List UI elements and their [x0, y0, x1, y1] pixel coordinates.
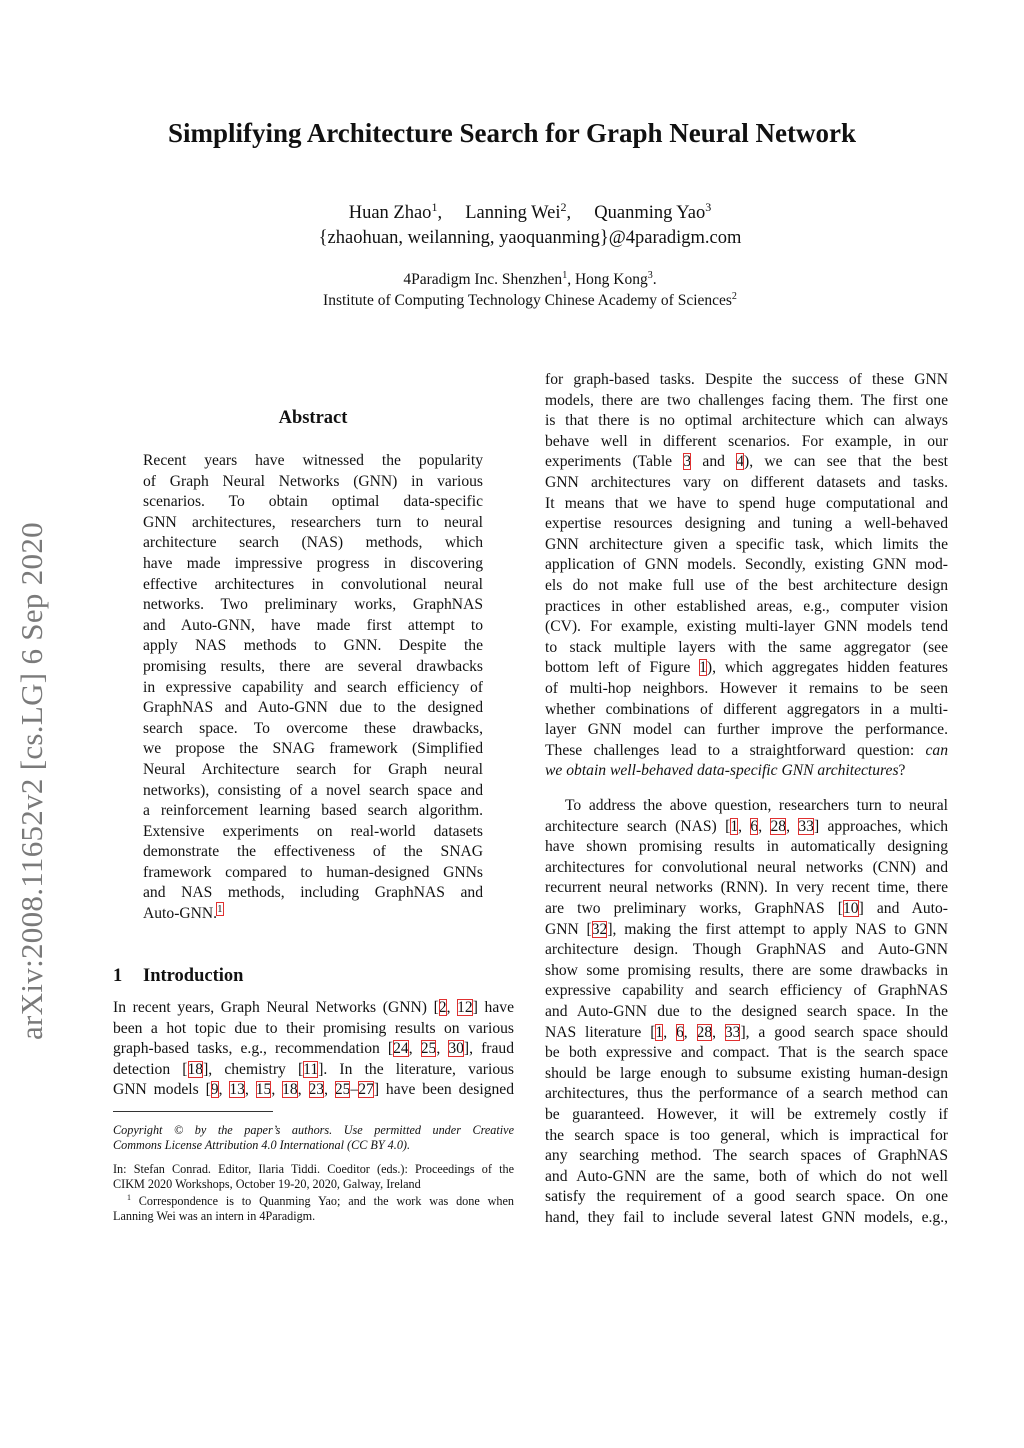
text-line: is that there is no optimal architecture which can always: [545, 412, 948, 430]
text-line: architecture design. Though GraphNAS and Auto-GNN: [545, 941, 948, 959]
text-line: GNN architectures vary on different datasets and tasks.: [545, 473, 948, 491]
citation-link[interactable]: 13: [229, 1081, 245, 1099]
text-line: architecture search (NAS) [1, 6, 28, 33] approaches, which: [545, 817, 949, 835]
affiliation-line-2: Institute of Computing Technology Chinese Academy of Sciences$^2$: [323, 290, 737, 309]
citation-link[interactable]: 12: [457, 999, 473, 1016]
affiliation-line-1: 4Paradigm Inc. Shenzhen$^1$, Hong Kong$^3$.: [403, 269, 657, 288]
footnote-correspondence: $^1$ Correspondence is to Quanming Yao; and the work was done when Lanning Wei was an intern in 4Paradigm.: [113, 1192, 514, 1224]
text-line: be guaranteed. However, it will be extremely costly if: [545, 1105, 948, 1123]
text-line: be both expressive and compact. That is the search space: [545, 1044, 948, 1062]
text-line: in expressive capability and search efficiency of: [143, 678, 483, 696]
text-line: models, there are two challenges facing them. The first one: [545, 391, 948, 409]
author-1-sup: 1: [431, 199, 438, 214]
right-column-paragraph-2: [545, 796, 948, 1228]
text-line: practices in other established areas, e.g., computer vision: [545, 597, 948, 615]
text-line: of Graph Neural Networks (GNN) in various: [143, 472, 483, 490]
footnote-proceedings: In: Stefan Conrad. Editor, Ilaria Tiddi. Coeditor (eds.): Proceedings of the CIKM 2020 Workshops, October 19-20, 2020, Galway, Ireland: [113, 1162, 514, 1192]
text-line: apply NAS methods to GNN. Despite the: [143, 637, 483, 655]
citation-link[interactable]: 28: [770, 817, 787, 835]
text-line: should be large enough to subsume existing human-design: [545, 1064, 948, 1082]
text-line: have shown promising results in automatically designing: [545, 838, 948, 856]
text-line: GNN architectures, researchers turn to neural: [143, 513, 483, 531]
text-line: GNN architecture given a specific task, which limits the: [545, 535, 948, 553]
paper-title: Simplifying Architecture Search for Graph Neural Network: [168, 118, 856, 148]
abstract-heading: Abstract: [278, 408, 348, 428]
text-line: demonstrate the effectiveness of the SNAG: [143, 843, 483, 861]
author-emails: {zhaohuan, weilanning, yaoquanming}@4paradigm.com: [318, 228, 742, 248]
section-heading-introduction: 1 Introduction: [113, 966, 244, 986]
text-line: application of GNN models. Secondly, existing GNN mod-: [545, 556, 948, 574]
text-line: Recent years have witnessed the popularity: [143, 452, 483, 469]
citation-link[interactable]: 24: [393, 1040, 409, 1058]
text-line: To address the above question, researchers turn to neural: [565, 797, 948, 814]
footnote-link[interactable]: 1: [217, 902, 223, 915]
text-line: experiments (Table 3 and 4), we can see that the best: [545, 453, 949, 471]
text-line: behave well in different scenarios. For example, in our: [545, 432, 948, 450]
citation-link[interactable]: 18: [282, 1081, 298, 1099]
citation-link[interactable]: 2: [438, 999, 447, 1016]
text-line: Neural Architecture search for Graph neural: [143, 760, 483, 778]
text-line: for graph-based tasks. Despite the success of these GNN: [545, 371, 948, 388]
author-1: Huan Zhao: [348, 203, 432, 223]
author-3-sup: 3: [705, 199, 712, 214]
intro-line: GNN models [9, 13, 15, 18, 23, 25–27] have been designed: [113, 1081, 514, 1099]
text-line: (CV). For example, existing multi-layer GNN models tend: [545, 618, 948, 636]
citation-link[interactable]: 33: [798, 817, 814, 835]
text-line: any searching method. The search spaces of GraphNAS: [545, 1147, 948, 1165]
table-link[interactable]: 3: [683, 453, 692, 471]
citation-link[interactable]: 10: [842, 899, 859, 917]
text-line: to stack multiple layers with the same aggregator (see: [545, 638, 948, 656]
intro-line: graph-based tasks, e.g., recommendation [24, 25, 30], fraud: [113, 1040, 515, 1058]
abstract-body: [143, 451, 483, 925]
text-line: show some promising results, there are some drawbacks in: [545, 961, 948, 979]
citation-link[interactable]: 15: [255, 1081, 272, 1099]
text-line: search space. To overcome these drawbacks,: [143, 719, 483, 737]
text-line: architecture search (NAS) methods, which: [143, 534, 483, 552]
citation-link[interactable]: 6: [675, 1023, 684, 1041]
text-line: Auto-GNN.$^1$: [143, 902, 223, 923]
citation-link[interactable]: 6: [750, 817, 759, 835]
citation-link[interactable]: 9: [210, 1081, 219, 1099]
citation-link[interactable]: 28: [696, 1023, 713, 1041]
citation-link[interactable]: 1: [730, 817, 739, 835]
text-line: effective architectures in convolutional neural: [143, 575, 483, 593]
text-line: a reinforcement learning based search algorithm.: [143, 802, 483, 820]
right-column-paragraph-1: [545, 370, 948, 782]
text-line: satisfy the requirement of a good search space. On one: [545, 1188, 948, 1206]
text-line: promising results, there are several drawbacks: [143, 657, 483, 675]
text-line: scenarios. To obtain optimal data-specific: [143, 493, 483, 511]
citation-link[interactable]: 18: [187, 1060, 204, 1078]
text-line: Extensive experiments on real-world datasets: [143, 822, 483, 840]
table-link[interactable]: 4: [736, 453, 745, 471]
introduction-body: [113, 998, 514, 1101]
text-line: and Auto-GNN are the same, both of which do not well: [545, 1167, 948, 1185]
text-line: layer GNN model can further improve the performance.: [545, 721, 948, 739]
text-line: the search space is too general, which is impractical for: [545, 1126, 948, 1144]
citation-link[interactable]: 27: [358, 1081, 374, 1099]
text-line: have made impressive progress in discovering: [143, 554, 483, 572]
text-line: recurrent neural networks (RNN). In very recent time, there: [545, 879, 948, 897]
text-line: of multi-hop neighbors. However it remains to be seen: [545, 679, 948, 697]
text-line: GraphNAS and Auto-GNN due to the designed: [143, 699, 483, 717]
footnote-divider: [113, 1111, 273, 1112]
text-line: architectures for convolutional neural networks (CNN) and: [545, 858, 948, 876]
citation-link[interactable]: 25: [334, 1081, 351, 1099]
figure-link[interactable]: 1: [699, 659, 707, 677]
author-3: Quanming Yao: [594, 203, 706, 223]
text-line: GNN [32], making the first attempt to apply NAS to GNN: [545, 920, 948, 938]
text-line: and Auto-GNN, have made first attempt to: [143, 616, 483, 634]
text-line: and NAS methods, including GraphNAS and: [143, 884, 483, 902]
text-line: networks), consisting of a novel search space and: [143, 781, 483, 799]
text-line: framework compared to human-designed GNNs: [143, 863, 483, 881]
text-line: bottom left of Figure 1), which aggregates hidden features: [545, 659, 948, 677]
intro-line: been a hot topic due to their promising results on various: [113, 1019, 514, 1037]
text-line: networks. Two preliminary works, GraphNAS: [143, 596, 483, 614]
author-2: Lanning Wei: [465, 203, 561, 223]
citation-link[interactable]: 25: [420, 1040, 437, 1058]
intro-line: In recent years, Graph Neural Networks (GNN) [2, 12] have: [113, 999, 514, 1016]
text-line: It means that we have to spend huge computational and: [545, 494, 948, 512]
text-line: architectures, thus the performance of a search method can: [545, 1085, 948, 1103]
footnote-copyright: Copyright © by the paper’s authors. Use permitted under Creative Commons License Attribution 4.0 International (CC BY 4.0).: [113, 1123, 514, 1153]
text-line: we propose the SNAG framework (Simplified: [143, 740, 483, 758]
text-line: whether combinations of different aggregators in a multi-: [545, 700, 948, 718]
text-line: els do not make full use of the best architecture design: [545, 576, 948, 594]
text-line: we obtain well-behaved data-specific GNN architectures?: [545, 762, 906, 780]
text-line: expressive capability and search efficiency of GraphNAS: [545, 982, 948, 1000]
citation-link[interactable]: 23: [308, 1081, 325, 1099]
text-line: These challenges lead to a straightforward question: can: [545, 741, 948, 759]
citation-link[interactable]: 1: [655, 1023, 664, 1041]
text-line: and Auto-GNN due to the designed search space. In the: [545, 1002, 948, 1020]
intro-line: detection [18], chemistry [11]. In the literature, various: [113, 1060, 514, 1078]
author-2-sup: 2: [560, 199, 567, 214]
text-line: expertise resources designing and tuning a well-behaved: [545, 515, 948, 533]
text-line: hand, they fail to include several latest GNN models, e.g.,: [545, 1208, 948, 1226]
text-line: are two preliminary works, GraphNAS [10] and Auto-: [545, 899, 948, 917]
citation-link[interactable]: 11: [303, 1060, 319, 1078]
arxiv-identifier: arXiv:2008.11652v2 [cs.LG] 6 Sep 2020: [14, 522, 49, 1040]
citation-link[interactable]: 33: [724, 1023, 741, 1041]
citation-link[interactable]: 30: [448, 1040, 464, 1058]
author-list: Huan Zhao$^1$, Lanning Wei$^2$, Quanming Yao$^3$: [348, 199, 712, 223]
text-line: NAS literature [1, 6, 28, 33], a good search space should: [545, 1023, 949, 1041]
citation-link[interactable]: 32: [591, 920, 608, 938]
